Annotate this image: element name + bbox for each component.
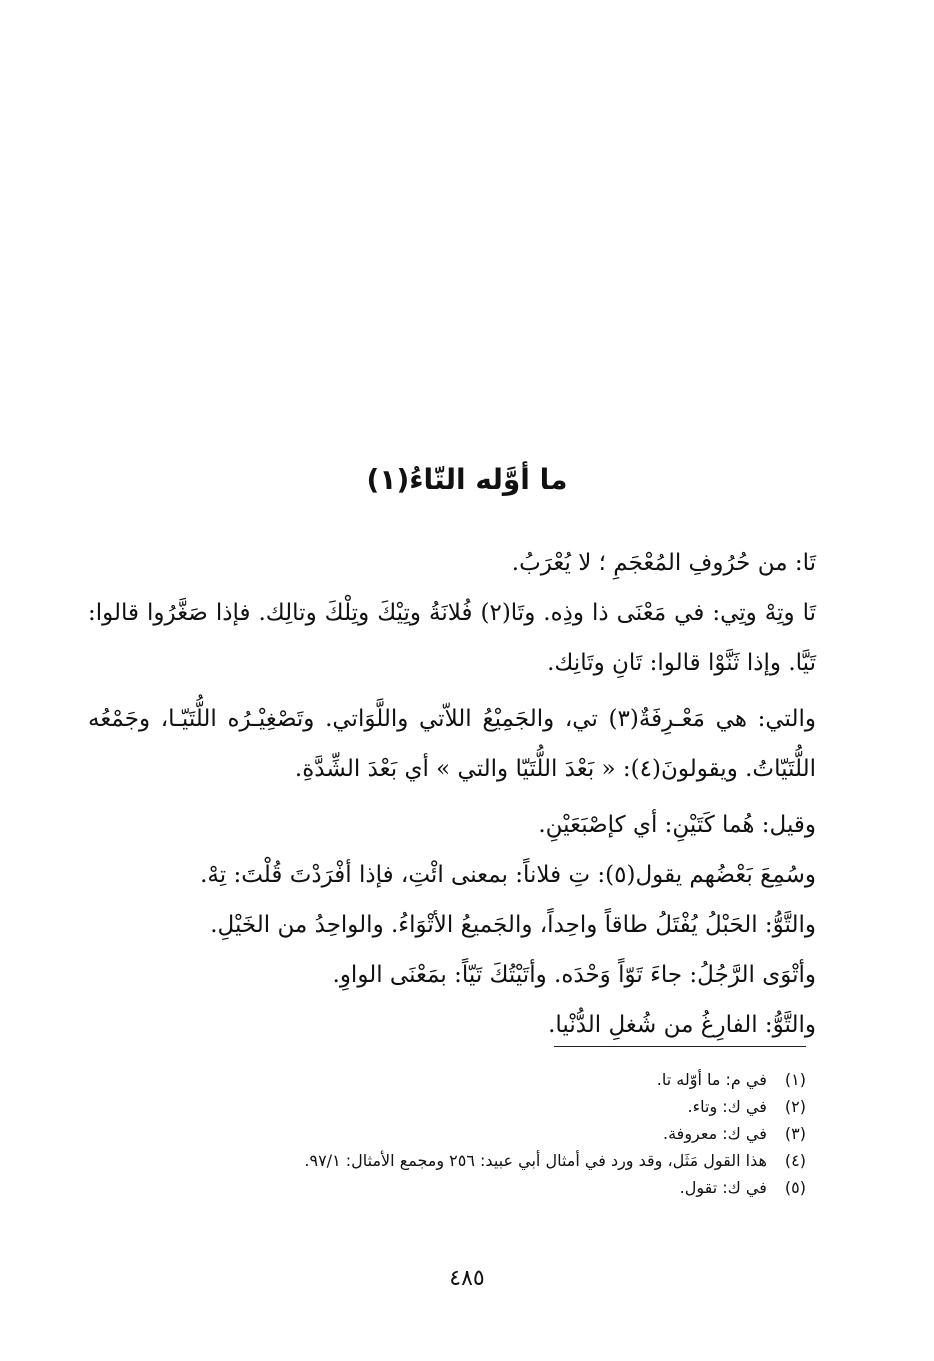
footnote — [186, 1093, 806, 1120]
footnote — [186, 1147, 806, 1174]
paragraph: وأتْوَى الرَّجُلُ: جاءَ تَوّاً وَحْدَه. وأتَيْتُكَ تَيّاً: بمَعْنَى الواوِ. — [332, 962, 816, 988]
page-number: ٤٨٥ — [449, 1266, 485, 1291]
footnote-text: في ك: وتاء. — [687, 1097, 767, 1116]
paragraph: وسُمِعَ بَعْضُهم يقول(٥): تِ فلاناً: بمعنى ائْتِ، فإذا أفْرَدْتَ قُلْتَ: تِهْ. — [200, 862, 816, 888]
footnote-number: (٣) — [784, 1124, 806, 1143]
paragraph: تَا: من حُرُوفِ المُعْجَمِ ؛ لا يُعْرَبُ. — [511, 550, 816, 576]
footnote-text: هذا القول مَثَل، وقد ورد في أمثال أبي عبيد: ٢٥٦ ومجمع الأمثال: ٩٧/١. — [304, 1151, 767, 1170]
footnote-separator — [554, 1046, 806, 1047]
footnote — [186, 1120, 806, 1147]
paragraph: والتَّوُّ: الفارِغُ من شُغلِ الدُّنْيا. — [548, 1012, 816, 1038]
paragraph: وقيل: هُما كَتَيْنِ: أي كإصْبَعَيْنِ. — [538, 812, 816, 838]
footnote-text: في م: ما أوّله تا. — [656, 1070, 767, 1089]
footnote — [186, 1066, 806, 1093]
footnote-number: (٤) — [784, 1151, 806, 1170]
footnote-text: في ك: تقول. — [679, 1178, 767, 1197]
paragraph: تَا وتِهْ وتِي: في مَعْنَى ذا وذِه. وتَا(٢) فُلانَةُ وتِيْكَ وتِلْكَ وتالِك. فإذا صَغَّرُوا قالوا: تَيَّا. وإذا ثَنَّوْا قالوا: تَانِ وتَانِك. — [88, 600, 816, 676]
footnote-number: (١) — [784, 1070, 806, 1089]
footnotes — [186, 1066, 806, 1201]
main-text — [88, 538, 816, 1050]
footnote-number: (٥) — [784, 1178, 806, 1197]
paragraph: والتي: هي مَعْـرِفَةٌ(٣) تي، والجَمِيْعُ اللاّتي واللَّوَاتي. وتَصْغِيْـرُه اللُّتَيّـا، وجَمْعُه اللُّتَيّاتُ. ويقولونَ(٤): « بَعْدَ اللُّتَيّا والتي » أي بَعْدَ الشِّدَّةِ. — [88, 706, 816, 782]
footnote — [186, 1174, 806, 1201]
chapter-title: ما أوَّله التّاءُ(١) — [366, 463, 568, 496]
footnote-text: في ك: معروفة. — [663, 1124, 767, 1143]
paragraph: والتَّوُّ: الحَبْلُ يُفْتَلُ طاقاً واحِداً، والجَميعُ الأتْوَاءُ. والواحِدُ من الخَيْلِ. — [210, 912, 816, 938]
footnote-number: (٢) — [784, 1097, 806, 1116]
